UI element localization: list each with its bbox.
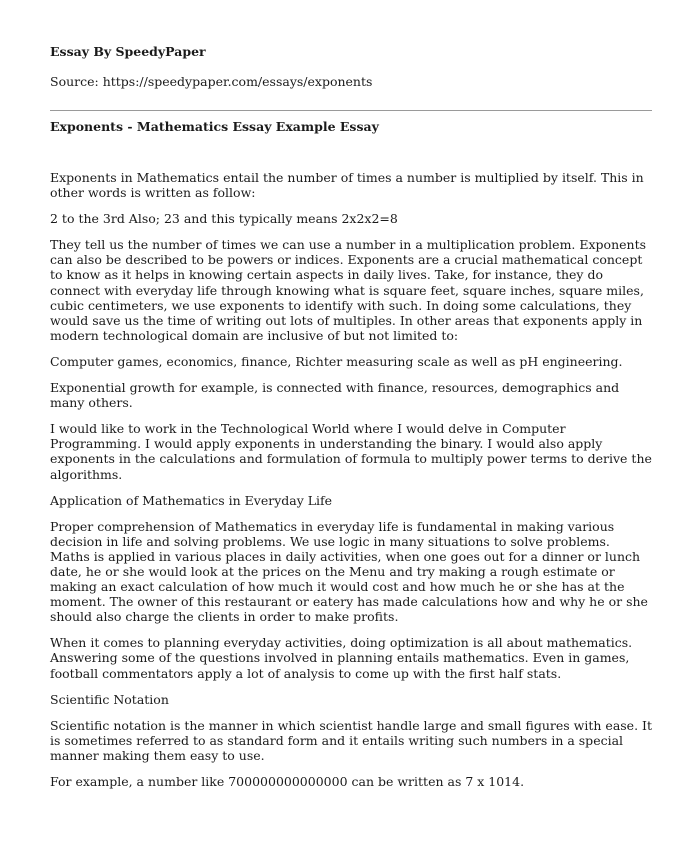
essay-body	[50, 170, 652, 800]
paragraph: For example, a number like 700000000000000 can be written as 7 x 1014.	[50, 774, 525, 789]
paragraph: When it comes to planning everyday activities, doing optimization is all about mathematics. Answering some of the questions involved in planning entails mathematics. Even in games, football commentators apply a lot of analysis to come up with the first half stats.	[50, 635, 633, 681]
header-divider	[50, 110, 652, 111]
essay-title: Exponents - Mathematics Essay Example Essay	[50, 119, 379, 134]
paragraph: I would like to work in the Technological World where I would delve in Computer Programming. I would apply exponents in understanding the binary. I would also apply exponents in the calculations and formulation of formula to multiply power terms to derive the algorithms.	[50, 421, 652, 482]
document-header	[50, 44, 650, 90]
brand-title: Essay By SpeedyPaper	[50, 44, 206, 59]
section-heading-scientific-notation: Scientific Notation	[50, 691, 169, 707]
paragraph: Proper comprehension of Mathematics in everyday life is fundamental in making various decision in life and solving problems. We use logic in many situations to solve problems. Maths is applied in various places in daily activities, when one goes out for a dinner or lunch date, he or she would look at the prices on the Menu and try making a rough estimate or making an exact calculation of how much it would cost and how much he or she has at the moment. The owner of this restaurant or eatery has made calculations how and why he or she should also charge the clients in order to make profits.	[50, 518, 648, 625]
paragraph: Scientific notation is the manner in which scientist handle large and small figures with ease. It is sometimes referred to as standard form and it entails writing such numbers in a special manner making them easy to use.	[50, 717, 652, 763]
paragraph: They tell us the number of times we can use a number in a multiplication problem. Exponents can also be described to be powers or indices. Exponents are a crucial mathematical concept to know as it helps in knowing certain aspects in daily lives. Take, for instance, they do connect with everyday life through knowing what is square feet, square inches, square miles, cubic centimeters, we use exponents to identify with such. In doing some calculations, they would save us the time of writing out lots of multiples. In other areas that exponents apply in modern technological domain are inclusive of but not limited to:	[50, 237, 647, 343]
paragraph: Exponents in Mathematics entail the number of times a number is multiplied by itself. This in other words is written as follow:	[50, 170, 644, 201]
paragraph: Exponential growth for example, is connected with finance, resources, demographics and many others.	[50, 380, 620, 411]
section-heading-application: Application of Mathematics in Everyday Life	[50, 492, 333, 508]
source-line: Source: https://speedypaper.com/essays/exponents	[50, 74, 373, 89]
paragraph: 2 to the 3rd Also; 23 and this typically means 2x2x2=8	[50, 211, 398, 227]
paragraph: Computer games, economics, finance, Richter measuring scale as well as pH engineering.	[50, 353, 623, 369]
